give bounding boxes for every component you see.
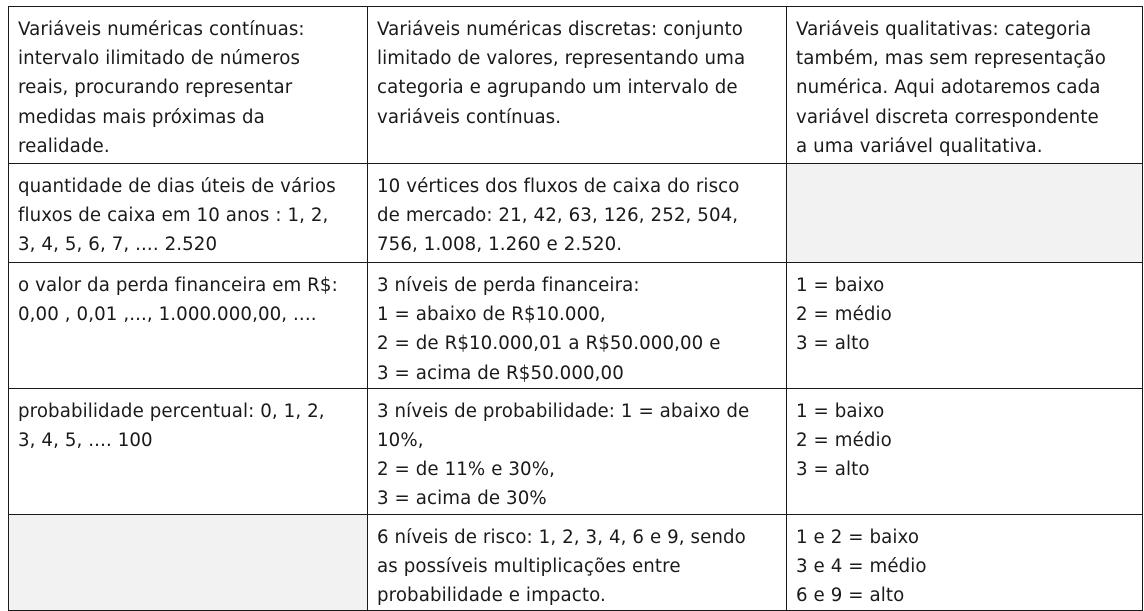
cell-line: 1 = baixo xyxy=(796,275,885,296)
cell-line: 2 = médio xyxy=(796,304,892,326)
cell-line: 3 = acima de R$50.000,00 xyxy=(377,362,624,384)
cell-line: 6 e 9 = alto xyxy=(796,585,905,607)
cell-line: categoria e agrupando um intervalo de xyxy=(377,77,738,99)
cell-discrete-header xyxy=(368,7,787,164)
cell-discrete xyxy=(368,514,787,611)
variables-table xyxy=(8,6,1143,611)
table-row xyxy=(9,514,1143,611)
cell-line: intervalo ilimitado de números xyxy=(18,48,301,70)
cell-line: 6 níveis de risco: 1, 2, 3, 4, 6 e 9, sendo xyxy=(377,526,746,548)
cell-line: numérica. Aqui adotaremos cada xyxy=(796,77,1101,99)
cell-line: 1 = abaixo de R$10.000, xyxy=(377,304,606,326)
cell-line: as possíveis multiplicações entre xyxy=(377,555,681,577)
cell-line: 0,00 , 0,01 ,..., 1.000.000,00, .... xyxy=(18,304,317,326)
table-row xyxy=(9,164,1143,263)
table-row xyxy=(9,263,1143,389)
cell-line: fluxos de caixa em 10 anos : 1, 2, xyxy=(18,205,329,227)
cell-line: quantidade de dias úteis de vários xyxy=(18,176,336,197)
cell-line: 3 níveis de perda financeira: xyxy=(377,275,640,296)
table-row xyxy=(9,388,1143,514)
cell-line: limitado de valores, representando uma xyxy=(377,48,746,70)
cell-discrete xyxy=(368,388,787,514)
cell-line: a uma variável qualitativa. xyxy=(796,135,1043,157)
cell-line: 3, 4, 5, .... 100 xyxy=(18,430,153,452)
cell-line: 1 e 2 = baixo xyxy=(796,526,920,548)
cell-qualitative xyxy=(787,514,1143,611)
cell-continuous xyxy=(9,388,368,514)
cell-line: variáveis contínuas. xyxy=(377,106,562,128)
cell-continuous xyxy=(9,164,368,263)
cell-empty xyxy=(787,164,1143,263)
cell-line: realidade. xyxy=(18,135,110,157)
cell-line: 3 e 4 = médio xyxy=(796,555,927,577)
cell-line: 2 = de 11% e 30%, xyxy=(377,459,555,481)
cell-empty xyxy=(9,514,368,611)
cell-line: também, mas sem representação xyxy=(796,48,1107,70)
cell-line: 3 = alto xyxy=(796,333,870,355)
cell-qualitative xyxy=(787,388,1143,514)
cell-line: 10%, xyxy=(377,430,424,452)
cell-line: Variáveis numéricas contínuas: xyxy=(18,19,305,40)
cell-line: o valor da perda financeira em R$: xyxy=(18,275,338,296)
cell-continuous-header xyxy=(9,7,368,164)
cell-discrete xyxy=(368,263,787,389)
cell-line: 10 vértices dos fluxos de caixa do risco xyxy=(377,176,740,197)
cell-line: reais, procurando representar xyxy=(18,77,293,99)
cell-line: medidas mais próximas da xyxy=(18,106,265,128)
cell-line: probabilidade percentual: 0, 1, 2, xyxy=(18,400,325,422)
cell-line: 3 = acima de 30% xyxy=(377,488,547,510)
cell-qualitative-header xyxy=(787,7,1143,164)
cell-line: 3 níveis de probabilidade: 1 = abaixo de xyxy=(377,400,750,422)
cell-line: 2 = de R$10.000,01 a R$50.000,00 e xyxy=(377,333,721,355)
header-row xyxy=(9,7,1143,164)
cell-discrete xyxy=(368,164,787,263)
cell-qualitative xyxy=(787,263,1143,389)
cell-line: variável discreta correspondente xyxy=(796,106,1099,128)
cell-line: 1 = baixo xyxy=(796,400,885,422)
cell-line: probabilidade e impacto. xyxy=(377,585,606,607)
cell-line: de mercado: 21, 42, 63, 126, 252, 504, xyxy=(377,205,739,227)
cell-line: Variáveis qualitativas: categoria xyxy=(796,19,1092,40)
cell-line: 2 = médio xyxy=(796,430,892,452)
cell-line: 3, 4, 5, 6, 7, .... 2.520 xyxy=(18,234,218,256)
cell-continuous xyxy=(9,263,368,389)
cell-line: Variáveis numéricas discretas: conjunto xyxy=(377,19,743,40)
cell-line: 3 = alto xyxy=(796,459,870,481)
cell-line: 756, 1.008, 1.260 e 2.520. xyxy=(377,234,623,256)
